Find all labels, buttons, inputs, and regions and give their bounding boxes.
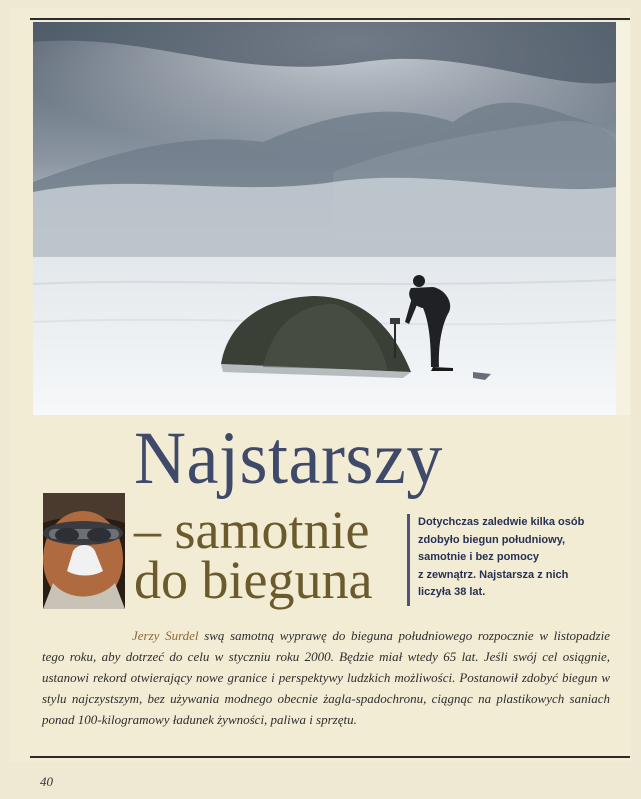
- intro-lead: [418, 514, 608, 602]
- article-body: [42, 625, 610, 730]
- article-subtitle: [134, 500, 404, 610]
- intro-line: zdobyło biegun południowy,: [418, 533, 566, 546]
- intro-line: Dotychczas zaledwie kilka osób: [418, 516, 585, 528]
- intro-line: samotnie i bez pomocy: [418, 551, 540, 563]
- bottom-rule: [30, 756, 630, 758]
- intro-accent-bar: [407, 514, 410, 606]
- subtitle-line-2: do bieguna: [134, 550, 373, 610]
- page-number: 40: [40, 774, 53, 789]
- top-rule: [30, 18, 630, 20]
- author-portrait-photo: [43, 493, 125, 609]
- author-name: Jerzy Surdel: [132, 628, 199, 643]
- article-title: Najstarszy: [134, 416, 443, 500]
- intro-line: liczyła 38 lat.: [418, 586, 486, 598]
- photo-margin: [616, 22, 630, 415]
- intro-line: z zewnątrz. Najstarsza z nich: [418, 568, 569, 581]
- body-paragraph: swą samotną wyprawę do bieguna południowego rozpocznie w listopadzie tego roku, aby dotrzeć do celu w styczniu roku 2000. Będzie miał wtedy 65 lat. Jeśli swój cel osiągnie, ustanowi rekord otwierający nowe granice i perspektywy ludzkich możliwości. Postanowił zdobyć biegun w stylu najczystszym, bez używania modnego obecnie żagla-spadochronu, ciągnąc na plastikowych saniach ponad 100-kilogramowy ładunek żywności, paliwa i sprzętu.: [42, 628, 610, 727]
- antarctic-tent-photo: [33, 22, 616, 415]
- subtitle-line-1: – samotnie: [134, 500, 370, 560]
